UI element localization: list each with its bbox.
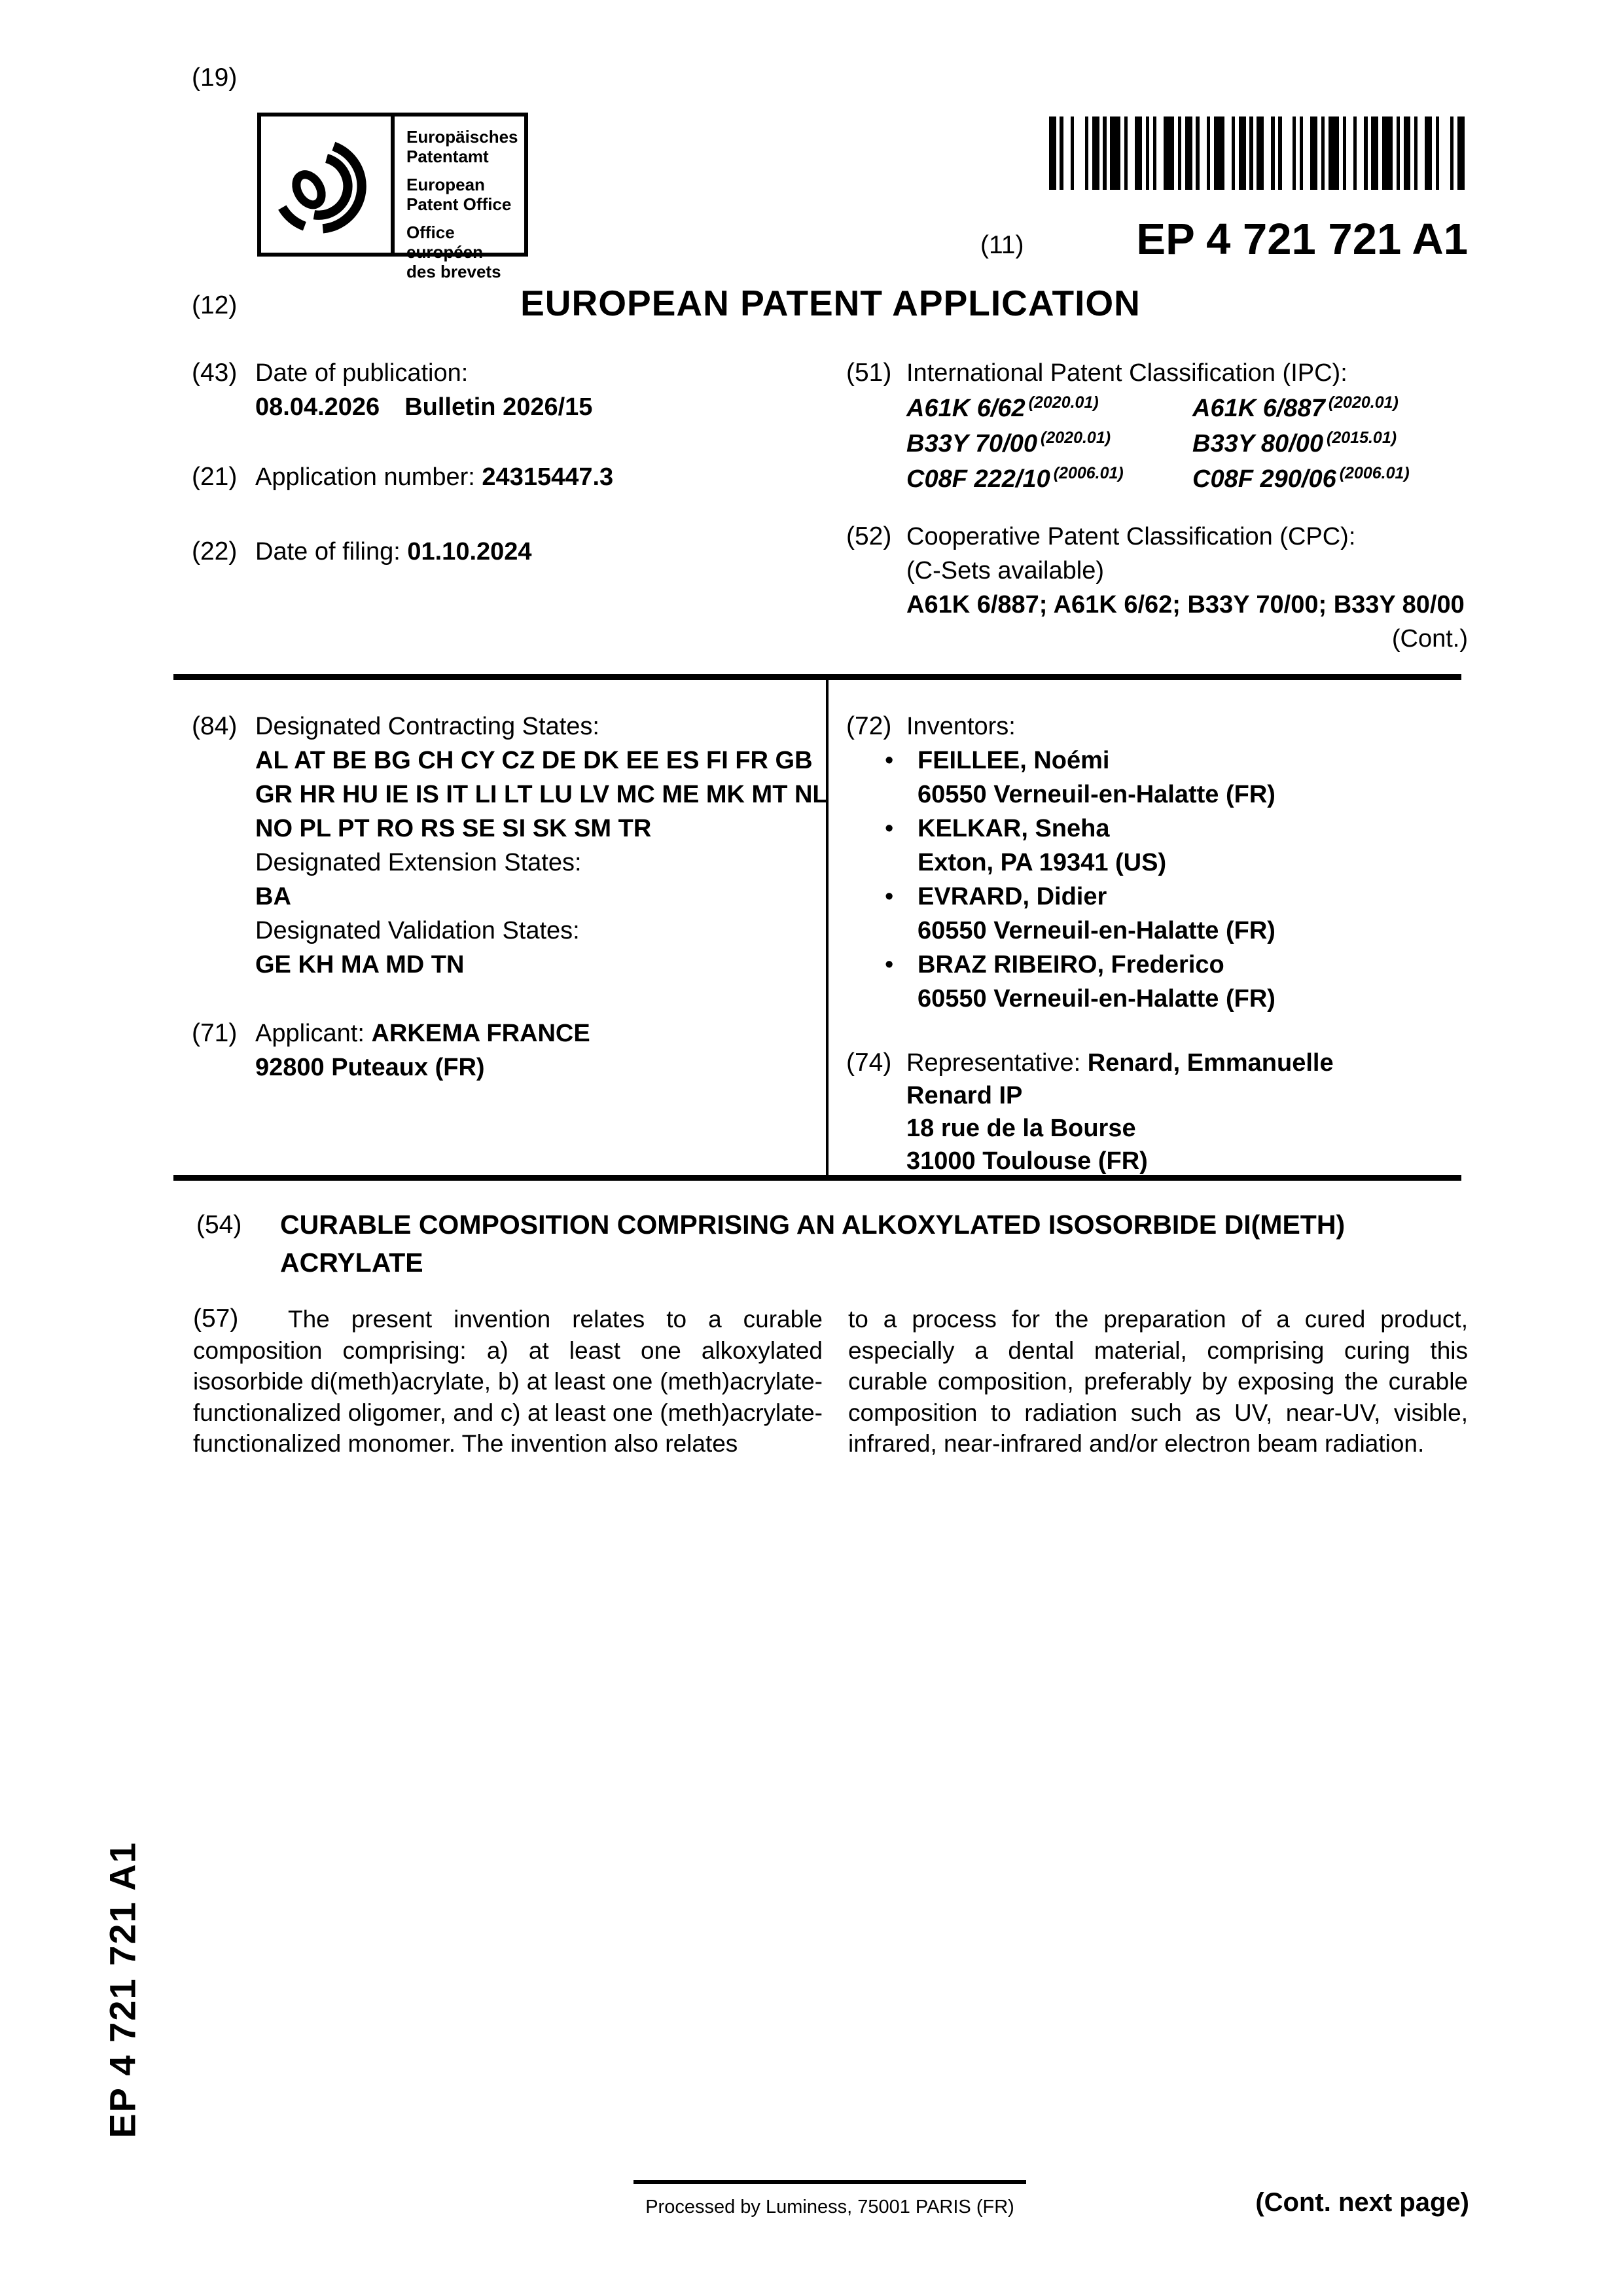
barcode-bar	[1049, 117, 1056, 190]
barcode-bar	[1124, 117, 1128, 190]
barcode-bar	[1232, 117, 1235, 190]
publication-date-line	[255, 392, 592, 422]
ipc-entry	[906, 393, 1099, 426]
barcode-bar	[1414, 117, 1418, 190]
filing-date-value: 01.10.2024	[407, 538, 532, 565]
logo-text-fr-line1: Office européen	[406, 223, 484, 262]
extension-states-title: Designated Extension States:	[255, 849, 582, 876]
barcode-bar	[1310, 117, 1317, 190]
ipc-entry	[906, 429, 1111, 461]
barcode-bar	[1092, 117, 1099, 190]
ipc-version: (2020.01)	[1028, 393, 1099, 412]
representative-city: 31000 Toulouse (FR)	[906, 1147, 1148, 1175]
application-number-line	[255, 462, 613, 492]
barcode-bar	[1060, 117, 1063, 190]
publication-number: EP 4 721 721 A1	[1136, 215, 1468, 264]
barcode-bar	[1397, 117, 1400, 190]
epo-logo-text	[395, 117, 524, 281]
field-21-label: (21)	[192, 463, 238, 491]
representative-street: 18 rue de la Bourse	[906, 1115, 1136, 1142]
logo-text-en-line2: Patent Office	[406, 194, 512, 214]
footer-rule	[633, 2180, 1026, 2184]
barcode-bar	[1321, 117, 1325, 190]
applicant-line	[255, 1018, 590, 1049]
barcode-bar	[1214, 117, 1224, 190]
field-52-label: (52)	[846, 522, 892, 550]
applicant-address: 92800 Puteaux (FR)	[255, 1054, 485, 1081]
barcode-bar	[1207, 117, 1210, 190]
barcode-bar	[1185, 117, 1192, 190]
barcode-bar	[1364, 117, 1367, 190]
ipc-code: B33Y 80/00	[1192, 430, 1324, 457]
inventor-name: EVRARD, Didier	[918, 883, 1107, 910]
publication-date-value: 08.04.2026	[255, 393, 380, 421]
barcode-bar	[1196, 117, 1199, 190]
field-84-label: (84)	[192, 712, 238, 740]
barcode-bar	[1457, 117, 1465, 190]
filing-date-title: Date of filing:	[255, 538, 401, 565]
barcode-bar	[1371, 117, 1378, 190]
ipc-version: (2015.01)	[1327, 429, 1397, 447]
abstract-column-2: to a process for the preparation of a cured product, especially a dental material, comprising curing this curable composition, preferably by exposing the curable composition to radiation such as UV, near-UV, visible, infrared, near-infrared and/or electron beam radiation.	[848, 1306, 1468, 1457]
inventor-address: Exton, PA 19341 (US)	[918, 849, 1167, 876]
ipc-version: (2020.01)	[1041, 429, 1111, 447]
inventor-address: 60550 Verneuil-en-Halatte (FR)	[918, 985, 1275, 1013]
contracting-states-line: GR HR HU IE IS IT LI LT LU LV MC ME MK MT NL	[255, 781, 828, 808]
barcode-bar	[1071, 117, 1074, 190]
barcode-bar	[1178, 117, 1181, 190]
epo-logo-icon	[261, 117, 395, 253]
logo-text-fr-line2: des brevets	[406, 262, 501, 281]
ipc-version: (2006.01)	[1339, 464, 1410, 482]
horizontal-rule-top	[173, 674, 1461, 680]
field-12-label: (12)	[192, 291, 238, 319]
ipc-entry	[1192, 464, 1410, 497]
barcode-bar	[1103, 117, 1106, 190]
bulletin-value: Bulletin 2026/15	[404, 393, 593, 421]
barcode	[1049, 117, 1468, 190]
ipc-code: C08F 290/06	[1192, 465, 1336, 493]
field-72-label: (72)	[846, 712, 892, 740]
ipc-entry	[1192, 429, 1397, 461]
barcode-bar	[1425, 117, 1432, 190]
ipc-entry	[906, 464, 1124, 497]
inventor-name: BRAZ RIBEIRO, Frederico	[918, 951, 1224, 978]
epo-logo-box	[257, 113, 528, 281]
bullet-icon	[885, 882, 893, 912]
publication-date-title: Date of publication:	[255, 359, 469, 387]
validation-states-value: GE KH MA MD TN	[255, 951, 465, 978]
filing-date-line	[255, 537, 532, 567]
inventor-name: KELKAR, Sneha	[918, 815, 1110, 842]
barcode-bar	[1135, 117, 1142, 190]
barcode-bar	[1239, 117, 1246, 190]
barcode-bar	[1164, 117, 1174, 190]
barcode-bar	[1085, 117, 1088, 190]
barcode-bar	[1278, 117, 1281, 190]
barcode-bar	[1343, 117, 1346, 190]
abstract-column-1: The present invention relates to a curable composition comprising: a) at least one alkoxylated isosorbide di(meth)acrylate, b) at least one (meth)acrylate-functionalized oligomer, and c) at least one (meth)acrylate-functionalized monomer. The invention also relates	[193, 1306, 823, 1457]
horizontal-rule-middle	[173, 1175, 1461, 1181]
ipc-code: B33Y 70/00	[906, 430, 1038, 457]
field-71-label: (71)	[192, 1019, 238, 1047]
field-19-label: (19)	[192, 63, 238, 92]
barcode-bar	[1382, 117, 1393, 190]
barcode-bar	[1436, 117, 1439, 190]
representative-name: Renard, Emmanuelle	[1087, 1049, 1334, 1077]
cpc-title: Cooperative Patent Classification (CPC):	[906, 523, 1356, 550]
barcode-bar	[1293, 117, 1296, 190]
bullet-icon	[885, 814, 893, 844]
invention-title-line1: CURABLE COMPOSITION COMPRISING AN ALKOXYLATED ISOSORBIDE DI(METH)	[280, 1210, 1346, 1240]
logo-text-de-line1: Europäisches	[406, 127, 518, 147]
application-number-title: Application number:	[255, 463, 475, 491]
inventor-address: 60550 Verneuil-en-Halatte (FR)	[918, 917, 1275, 944]
vertical-doc-number: EP 4 721 721 A1	[101, 1841, 143, 2138]
bullet-icon	[885, 950, 893, 980]
ipc-code: C08F 222/10	[906, 465, 1050, 493]
field-22-label: (22)	[192, 537, 238, 565]
barcode-bar	[1404, 117, 1411, 190]
representative-line	[906, 1048, 1334, 1078]
inventor-address: 60550 Verneuil-en-Halatte (FR)	[918, 781, 1275, 808]
application-number-value: 24315447.3	[482, 463, 614, 491]
cont-next-page-note: (Cont. next page)	[1255, 2188, 1469, 2217]
field-54-label: (54)	[196, 1211, 242, 1239]
inventors-title: Inventors:	[906, 713, 1016, 740]
barcode-bar	[1257, 117, 1264, 190]
document-type-title: EUROPEAN PATENT APPLICATION	[520, 283, 1141, 323]
bullet-icon	[885, 745, 893, 776]
logo-text-en-line1: European	[406, 175, 485, 194]
field-57-label: (57)	[193, 1304, 239, 1333]
contracting-states-title: Designated Contracting States:	[255, 713, 599, 740]
ipc-version: (2006.01)	[1053, 464, 1124, 482]
logo-text-de-line2: Patentamt	[406, 147, 489, 166]
column-divider	[826, 680, 829, 1175]
barcode-bar	[1153, 117, 1156, 190]
barcode-bar	[1353, 117, 1357, 190]
contracting-states-line: AL AT BE BG CH CY CZ DE DK EE ES FI FR GB	[255, 747, 813, 774]
field-11-label: (11)	[980, 231, 1024, 259]
representative-title: Representative:	[906, 1049, 1081, 1077]
representative-firm: Renard IP	[906, 1082, 1023, 1109]
ipc-title: International Patent Classification (IPC):	[906, 359, 1347, 387]
cpc-note: (C-Sets available)	[906, 557, 1104, 584]
validation-states-title: Designated Validation States:	[255, 917, 580, 944]
ipc-code: A61K 6/887	[1192, 395, 1325, 422]
field-43-label: (43)	[192, 359, 238, 387]
barcode-bar	[1450, 117, 1454, 190]
applicant-title: Applicant:	[255, 1020, 365, 1047]
barcode-bar	[1146, 117, 1149, 190]
barcode-bar	[1249, 117, 1253, 190]
ipc-code: A61K 6/62	[906, 395, 1026, 422]
barcode-bar	[1329, 117, 1339, 190]
contracting-states-line: NO PL PT RO RS SE SI SK SM TR	[255, 815, 652, 842]
applicant-name: ARKEMA FRANCE	[371, 1020, 590, 1047]
ipc-version: (2020.01)	[1328, 393, 1399, 412]
barcode-bar	[1271, 117, 1274, 190]
extension-states-value: BA	[255, 883, 291, 910]
inventor-name: FEILLEE, Noémi	[918, 747, 1110, 774]
field-51-label: (51)	[846, 359, 892, 387]
cpc-cont: (Cont.)	[1391, 625, 1468, 653]
cpc-codes: A61K 6/887; A61K 6/62; B33Y 70/00; B33Y 80/00	[906, 591, 1465, 619]
barcode-bar	[1300, 117, 1303, 190]
invention-title-line2: ACRYLATE	[280, 1247, 423, 1278]
processed-by-note: Processed by Luminess, 75001 PARIS (FR)	[645, 2197, 1014, 2217]
barcode-bar	[1110, 117, 1120, 190]
ipc-entry	[1192, 393, 1399, 426]
field-74-label: (74)	[846, 1049, 892, 1077]
